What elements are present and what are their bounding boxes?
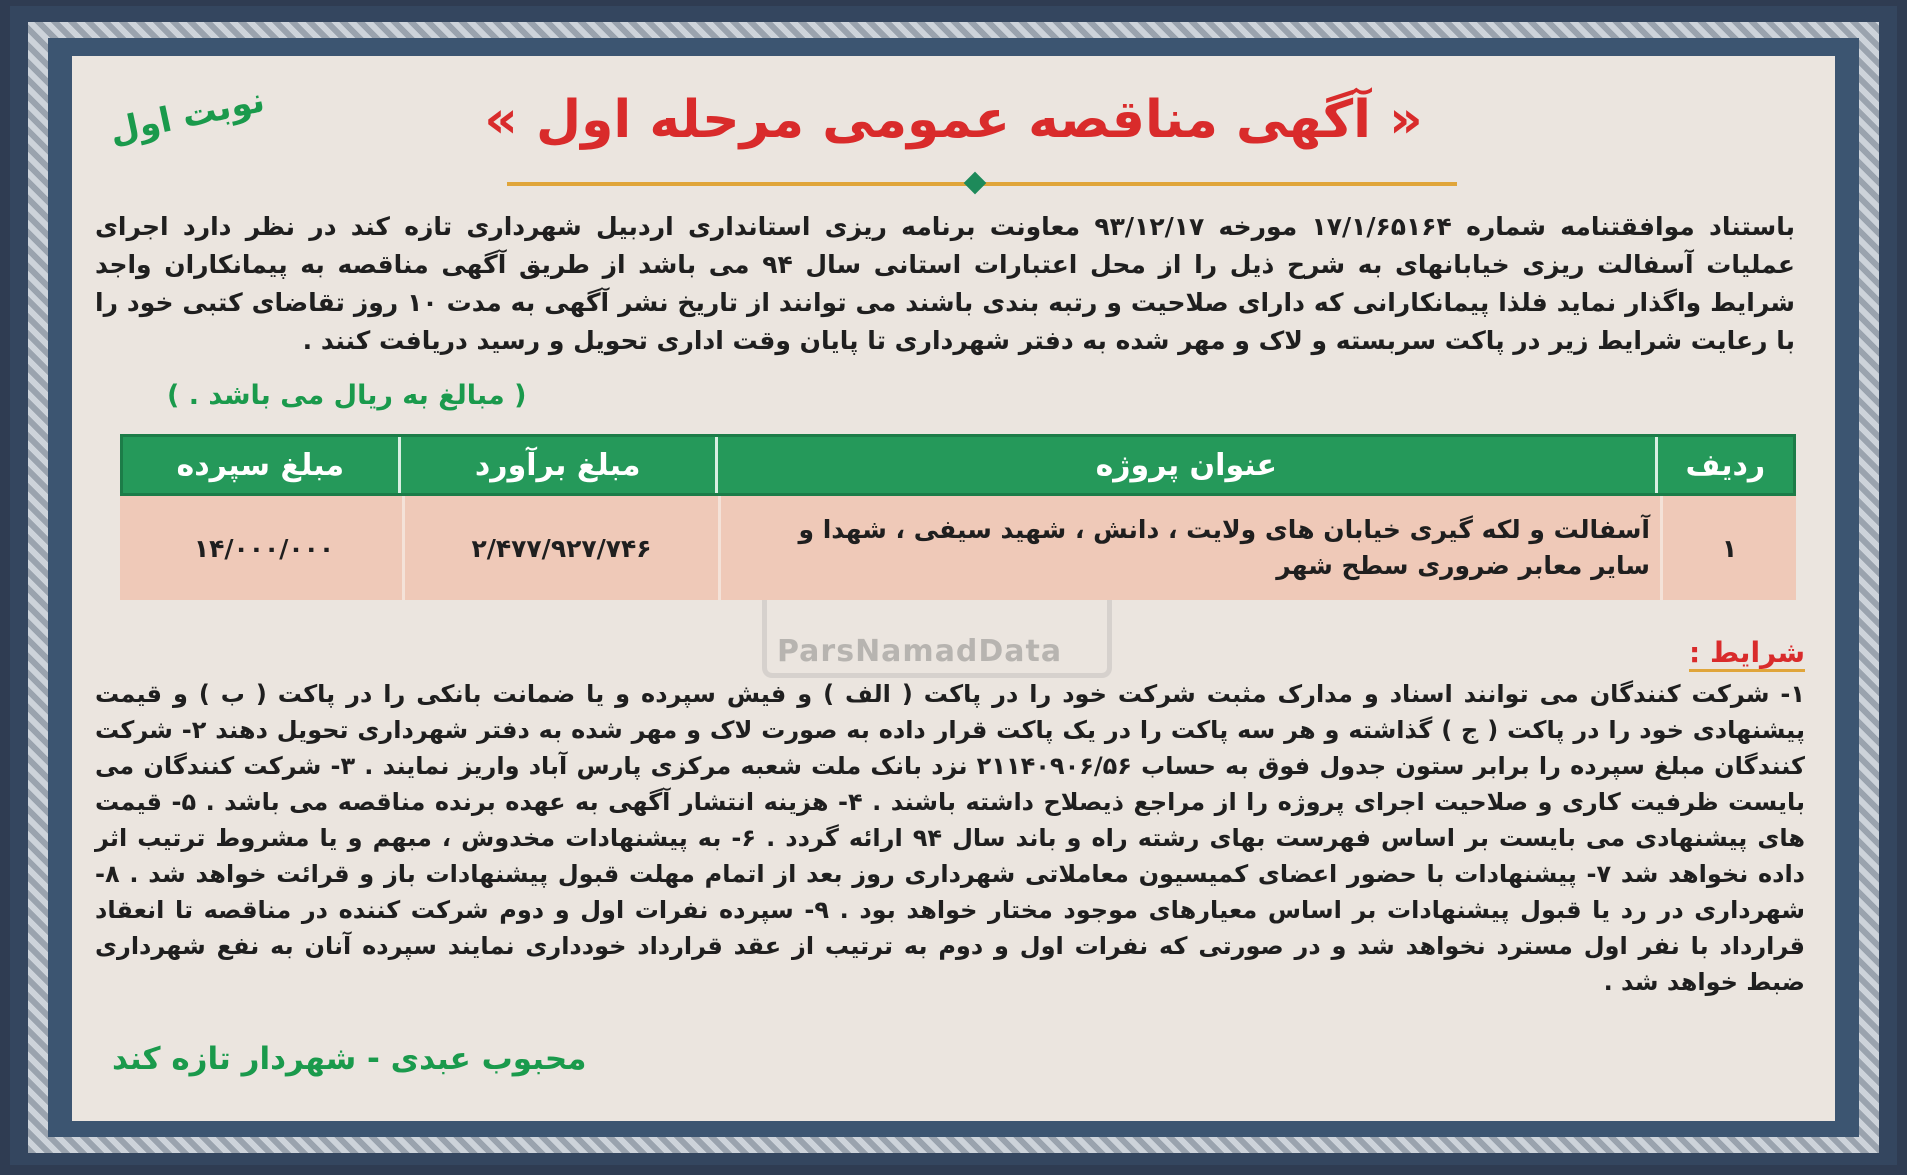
- cell-estimate: ۲/۴۷۷/۹۲۷/۷۴۶: [402, 496, 718, 600]
- tender-notice: [72, 56, 1835, 1121]
- table-row: [120, 496, 1796, 600]
- watermark-text: ParsNamadData: [777, 634, 1063, 669]
- header-row-no: ردیف: [1655, 437, 1793, 493]
- table-header: [120, 434, 1796, 496]
- notice-round-label: نوبت اول: [106, 80, 268, 152]
- header-deposit: مبلغ سپرده: [176, 447, 345, 483]
- conditions-text: ۱- شرکت کنندگان می توانند اسناد و مدارک مثبت شرکت خود را در پاکت ( الف ) و فیش سپرده و یا ضمانت بانکی را در پاکت ( ب ) و قیمت پیشنهادی خود را در پاکت ( ج ) گذاشته و هر سه پاکت را در یک پاکت قرار داده به صورت لاک و مهر شده به دفتر شهرداری تحویل دهند ۲- شرکت کنندگان مبلغ سپرده را برابر ستون جدول فوق به حساب ۲۱۱۴۰۹۰۶/۵۶ نزد بانک ملت شعبه مرکزی پارس آباد واریز نمایند . ۳- شرکت کنندگان می بایست ظرفیت کاری و صلاحیت اجرای پروژه را از مراجع ذیصلاح داشته باشند . ۴- هزینه انتشار آگهی به عهده برنده مناقصه می باشد . ۵- قیمت های پیشنهادی می بایست بر اساس فهرست بهای رشته راه و باند سال ۹۴ ارائه گردد . ۶- به پیشنهادات مخدوش ، مبهم و یا مشروط ترتیب اثر داده نخواهد شد ۷- پیشنهادات با حضور اعضای کمیسیون معاملاتی شهرداری روز بعد از اتمام مهلت قبول پیشنهادات باز و قرائت خواهد شد . ۸- شهرداری در رد یا قبول پیشنهادات بر اساس معیارهای موجود مختار خواهد بود . ۹- سپرده نفرات اول و دوم شرکت کننده در مناقصه تا انعقاد قرارداد با نفر اول مسترد نخواهد شد و در صورتی که نفرات اول و دوم به ترتیب از عقد قرارداد خودداری نمایند سپرده آنان به نفع شهرداری ضبط خواهد شد .: [95, 680, 1805, 996]
- header-estimate: مبلغ برآورد: [398, 437, 715, 493]
- cell-deposit: ۱۴/۰۰۰/۰۰۰: [193, 533, 335, 563]
- cell-row-no: ۱: [1660, 496, 1796, 600]
- projects-table: [120, 434, 1796, 614]
- signature: محبوب عبدی - شهردار تازه کند: [112, 1041, 587, 1077]
- amount-note: ( مبالغ به ریال می باشد . ): [167, 380, 527, 411]
- conditions-heading: شرایط :: [1689, 636, 1805, 672]
- header-project-title: عنوان پروژه: [715, 437, 1655, 493]
- page-title: « آگهی مناقصه عمومی مرحله اول »: [484, 90, 1423, 150]
- divider-diamond-icon: [964, 172, 987, 195]
- cell-project-title: آسفالت و لکه گیری خیابان های ولایت ، دانش ، شهید سیفی ، شهدا و سایر معابر ضروری سطح شهر: [718, 496, 1660, 600]
- intro-paragraph: باستناد موافقتنامه شماره ۱۷/۱/۶۵۱۶۴ مورخه ۹۳/۱۲/۱۷ معاونت برنامه ریزی استانداری اردبیل شهرداری تازه کند در نظر دارد اجرای عملیات آسفالت ریزی خیابانهای به شرح ذیل را از محل اعتبارات استانی سال ۹۴ می باشد از طریق آگهی مناقصه به پیمانکاران واجد شرایط واگذار نماید فلذا پیمانکارانی که دارای صلاحیت و رتبه بندی باشند می توانند از تاریخ نشر آگهی به مدت ۱۰ روز تقاضای کتبی خود را با رعایت شرایط زیر در پاکت سربسته و لاک و مهر شده به دفتر شهرداری تا پایان وقت اداری تحویل و رسید دریافت کنند .: [95, 212, 1796, 355]
